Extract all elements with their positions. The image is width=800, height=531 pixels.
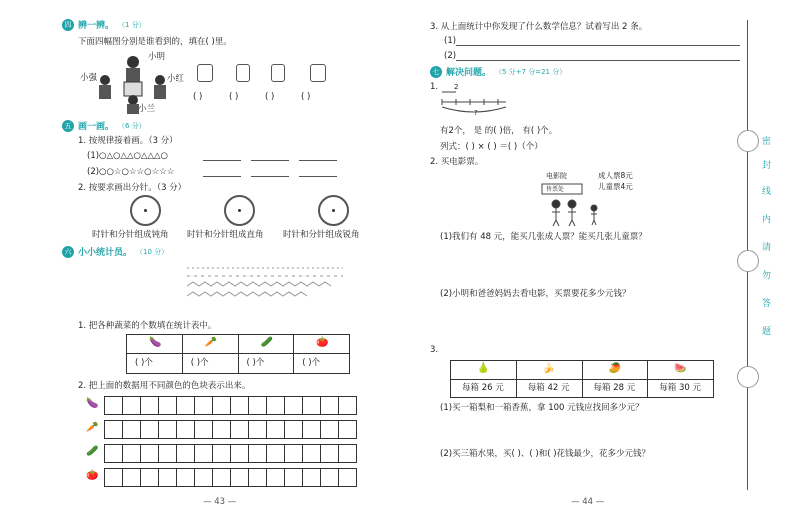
section-number-badge: 五 <box>62 120 74 132</box>
view-blank[interactable]: ( ) <box>193 92 203 102</box>
q2-number: 2. 买电影票。 <box>430 157 484 167</box>
pattern-row-1: (1)○△○△△○△△△○ <box>87 151 168 161</box>
view-blank[interactable]: ( ) <box>265 92 275 102</box>
fruit-header-cell <box>647 361 713 379</box>
color-block-row-cucumber[interactable] <box>104 444 357 463</box>
eggplant-icon: 🍆 <box>86 398 99 409</box>
mango-icon: 🥭 <box>608 363 621 374</box>
color-block-row-carrot[interactable] <box>104 420 357 439</box>
section-score: （1 分） <box>118 20 146 29</box>
section-title: 画一画。 <box>78 122 115 132</box>
q2-sub1: (1)我们有 48 元，能买几张成人票？能买几张儿童票？ <box>440 232 647 242</box>
seal-text-char: 密 <box>762 137 772 147</box>
name-left: 小强 <box>80 73 98 83</box>
q1-formula: 列式：( ) × ( ) ＝( )（个） <box>440 142 543 152</box>
section-score: （5 分+7 分=21 分） <box>495 67 567 76</box>
vegetable-count-table <box>126 334 350 374</box>
clock-face-2[interactable] <box>224 195 255 226</box>
sec4-instruction: 下面四幅图分别是谁看到的，填在( )里。 <box>78 37 232 47</box>
view-picture-2 <box>236 64 250 82</box>
ruler-diagram <box>440 82 510 116</box>
fruit-price-cell: 每箱 26 元 <box>462 383 504 393</box>
watermelon-icon: 🍉 <box>674 363 687 374</box>
ruler-question-mark: ? <box>474 109 478 117</box>
answer-line[interactable] <box>299 176 337 177</box>
cucumber-icon: 🥒 <box>86 446 99 457</box>
tomato-icon: 🍅 <box>316 337 329 348</box>
seal-text-char: 答 <box>762 299 772 309</box>
fruit-price-table <box>450 360 714 398</box>
table-cell[interactable]: ( )个 <box>182 354 238 373</box>
section-title: 解决问题。 <box>446 68 492 78</box>
q3-line-label-2: (2) <box>444 51 457 61</box>
ticket-office-sign: 售票处 <box>546 186 565 193</box>
ruler-count: 2 <box>454 83 459 91</box>
answer-line[interactable] <box>251 176 289 177</box>
clock-caption: 时针和分针组成钝角 <box>92 230 169 240</box>
section-title: 小小统计员。 <box>78 248 133 258</box>
section-5-header <box>62 119 146 132</box>
section-score: （10 分） <box>136 247 169 256</box>
seal-text-char: 线 <box>762 187 772 197</box>
sec5-q2: 2. 按要求画出分针。（3 分） <box>78 183 187 193</box>
section-number-badge: 七 <box>430 66 442 78</box>
clock-caption: 时针和分针组成锐角 <box>283 230 360 240</box>
q3-line-label-1: (1) <box>444 36 457 46</box>
carrot-icon: 🥕 <box>86 422 99 433</box>
view-picture-1 <box>197 64 213 82</box>
pattern-row-2: (2)○○☆○☆☆○☆☆☆ <box>87 167 175 177</box>
fruit-header-cell <box>451 361 516 379</box>
page-number-right: — 44 — <box>571 497 605 507</box>
section-7-header <box>430 65 566 78</box>
section-title: 辨一辨。 <box>78 21 115 31</box>
price-adult: 成人票8元 <box>598 171 633 180</box>
name-bottom: 小兰 <box>138 104 156 114</box>
seal-text-char: 请 <box>762 243 772 253</box>
table-cell[interactable]: ( )个 <box>238 354 294 373</box>
q3-sub1: (1)买一箱梨和一箱香蕉，拿 100 元钱应找回多少元？ <box>440 403 644 413</box>
view-blank[interactable]: ( ) <box>229 92 239 102</box>
q3-answer-line-1[interactable] <box>456 45 740 46</box>
table-cell[interactable]: ( )个 <box>293 354 349 373</box>
answer-line[interactable] <box>203 176 241 177</box>
seal-text-char: 勿 <box>762 271 772 281</box>
name-top: 小明 <box>148 52 166 62</box>
fruit-price-cell: 每箱 30 元 <box>647 380 713 397</box>
q3-answer-line-2[interactable] <box>456 60 740 61</box>
section-score: （6 分） <box>118 121 146 130</box>
seal-text-char: 封 <box>762 161 772 171</box>
section-number-badge: 四 <box>62 19 74 31</box>
q1-text: 有2个， 是 的( )倍， 有( )个。 <box>440 126 558 136</box>
pear-icon: 🍐 <box>477 363 490 374</box>
page-number-left: — 43 — <box>203 497 237 507</box>
table-header-cell <box>293 335 349 353</box>
q3-sub2: (2)买三箱水果，买( )、( )和( )花钱最少，花多少元钱？ <box>440 449 651 459</box>
fruit-header-cell <box>516 361 582 379</box>
seal-text-char: 内 <box>762 215 772 225</box>
sec6-q1: 1. 把各种蔬菜的个数填在统计表中。 <box>78 321 217 331</box>
carrot-icon: 🥕 <box>204 337 218 348</box>
view-picture-4 <box>310 64 326 82</box>
table-header-cell <box>127 335 182 353</box>
section-number-badge: 六 <box>62 246 74 258</box>
seal-circle <box>737 250 759 272</box>
table-header-cell <box>182 335 238 353</box>
answer-line[interactable] <box>251 160 289 161</box>
fruit-header-cell <box>582 361 648 379</box>
clock-face-1[interactable] <box>130 195 161 226</box>
section-6-header <box>62 245 168 258</box>
section-4-header <box>62 18 146 31</box>
view-picture-3 <box>271 64 285 82</box>
sec6-q2: 2. 把上面的数据用不同颜色的色块表示出来。 <box>78 381 251 391</box>
q3-text: 3. 从上面统计中你发现了什么数学信息？试着写出 2 条。 <box>430 22 648 32</box>
seal-text-char: 题 <box>762 327 772 337</box>
q2-sub2: (2)小明和爸爸妈妈去看电影，买票要花多少元钱？ <box>440 289 631 299</box>
clock-caption: 时针和分针组成直角 <box>187 230 264 240</box>
seal-circle <box>737 130 759 152</box>
price-child: 儿童票4元 <box>598 182 633 191</box>
color-block-row-tomato[interactable] <box>104 468 357 487</box>
fruit-price-cell: 每箱 28 元 <box>582 380 648 397</box>
table-header-cell <box>238 335 294 353</box>
banana-icon: 🍌 <box>542 363 556 374</box>
view-blank[interactable]: ( ) <box>301 92 311 102</box>
sec5-q1: 1. 按规律接着画。（3 分） <box>78 136 178 146</box>
fruit-price-cell: 每箱 42 元 <box>516 380 582 397</box>
seal-circle <box>737 366 759 388</box>
eggplant-icon: 🍆 <box>149 337 162 348</box>
q1-number: 1. <box>430 82 439 92</box>
clock-face-3[interactable] <box>318 195 349 226</box>
cucumber-icon: 🥒 <box>260 337 273 348</box>
cinema-sign: 电影院 <box>546 172 567 180</box>
vegetables-picture <box>185 262 345 302</box>
table-cell[interactable]: ( )个 <box>135 358 153 368</box>
answer-line[interactable] <box>299 160 337 161</box>
name-right: 小红 <box>167 74 185 84</box>
answer-line[interactable] <box>203 160 241 161</box>
color-block-row-eggplant[interactable] <box>104 396 357 415</box>
q3-number: 3. <box>430 345 439 355</box>
tomato-icon: 🍅 <box>86 470 99 481</box>
